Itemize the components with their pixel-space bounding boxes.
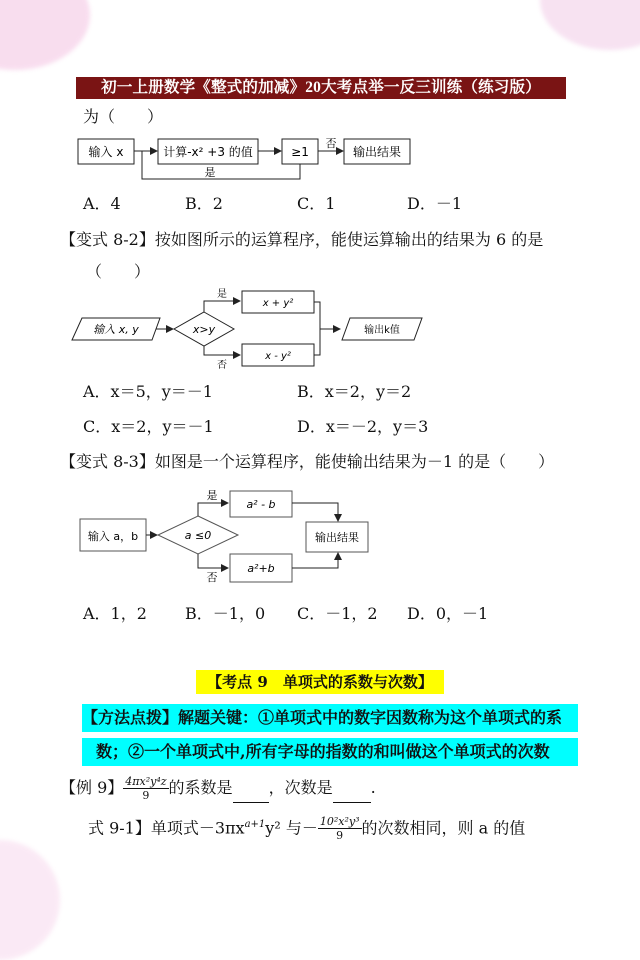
- flowchart-3: [78, 486, 378, 586]
- flow3-no: 否: [206, 571, 218, 584]
- answer-blank: [233, 774, 269, 803]
- question-text-3: 的次数相同，则 a 的值: [361, 818, 526, 838]
- flow2-no: 否: [217, 360, 227, 371]
- example-9: [60, 774, 376, 803]
- question-text: 如图是一个运算程序，能使输出结果为－1 的是（ ）: [154, 452, 555, 471]
- flow3-top: a² - b: [246, 498, 276, 511]
- flow2-bottom: x - y²: [265, 351, 291, 362]
- option-d: D．x＝－2，y＝3: [297, 417, 429, 436]
- flow1-calc: 计算-x² +3 的值: [163, 145, 253, 159]
- flow3-cond: a ≤0: [184, 529, 212, 542]
- method-tip-line-1: 【方法点拨】解题关键：①单项式中的数字因数称为这个单项式的系: [82, 704, 578, 732]
- option-d: D．－1: [407, 194, 463, 213]
- option-c: C．－1，2: [297, 604, 378, 623]
- exponent: a+1: [244, 819, 266, 830]
- method-tip-line-2: [82, 738, 578, 766]
- fraction-denominator: 9: [142, 789, 150, 802]
- question-text-2: y² 与－: [265, 818, 318, 838]
- question-8-2: [60, 230, 543, 250]
- option-d: D．0，－1: [407, 604, 489, 623]
- fraction-numerator: 4πx²y⁴z: [125, 775, 167, 788]
- flowchart-2: [70, 286, 430, 372]
- flow1-output: 输出结果: [352, 145, 402, 159]
- fraction: [123, 775, 168, 802]
- example-text-3: .: [370, 778, 376, 797]
- pink-corner-decoration: [540, 0, 640, 50]
- fraction: [318, 815, 362, 842]
- flow2-cond: x>y: [192, 323, 216, 336]
- method-tip-text: 数；②一个单项式中,所有字母的指数的和叫做这个单项式的次数: [96, 742, 550, 761]
- question-tail: 为（ ）: [83, 107, 164, 126]
- flowchart-1: [76, 134, 426, 186]
- option-c: C．x＝2，y＝－1: [83, 417, 214, 436]
- question-8-3: [60, 452, 554, 472]
- flow3-yes: 是: [206, 489, 218, 502]
- option-a: A．x＝5，y＝－1: [83, 382, 213, 401]
- option-c: C．1: [297, 194, 336, 213]
- option-b: B．2: [185, 194, 223, 213]
- example-label: 【例 9】: [60, 778, 124, 797]
- question-text: 按如图所示的运算程序，能使运算输出的结果为 6 的是: [154, 230, 544, 249]
- flow1-input: 输入 x: [88, 145, 124, 159]
- section-heading: 【考点 9 单项式的系数与次数】: [196, 670, 444, 694]
- question-label: 【变式 8-2】: [60, 230, 155, 249]
- flow3-output: 输出结果: [315, 531, 359, 544]
- example-text-2: ，次数是: [268, 778, 333, 797]
- flow2-top: x + y²: [262, 298, 294, 309]
- question-9-1: [88, 810, 525, 843]
- flow2-output: 输出k值: [364, 325, 400, 336]
- question-label: 式 9-1】: [88, 818, 151, 838]
- answer-paren: （ ）: [86, 262, 151, 281]
- question-text-1: 单项式－3πx: [150, 818, 245, 838]
- flow2-input: 输入 x, y: [93, 323, 139, 336]
- question-label: 【变式 8-3】: [60, 452, 155, 471]
- fraction-denominator: 9: [336, 829, 344, 843]
- flow1-cond: ≥1: [291, 145, 309, 159]
- option-b: B．x＝2，y＝2: [297, 382, 412, 401]
- option-a: A．1，2: [83, 604, 147, 623]
- option-a: A．4: [83, 194, 121, 213]
- document-title: 初一上册数学《整式的加减》20大考点举一反三训练（练习版）: [76, 77, 566, 99]
- fraction-numerator: 10²x²y³: [319, 815, 360, 829]
- option-b: B．－1，0: [185, 604, 266, 623]
- answer-blank: [333, 774, 371, 803]
- flow1-no: 否: [325, 137, 337, 150]
- flow2-yes: 是: [217, 289, 227, 300]
- pink-corner-decoration: [0, 0, 90, 70]
- pink-corner-decoration: [0, 840, 60, 960]
- flow1-yes: 是: [204, 166, 216, 179]
- example-text-1: 的系数是: [168, 778, 233, 797]
- flow3-input: 输入 a，b: [87, 530, 139, 543]
- flow3-bottom: a²+b: [247, 562, 275, 575]
